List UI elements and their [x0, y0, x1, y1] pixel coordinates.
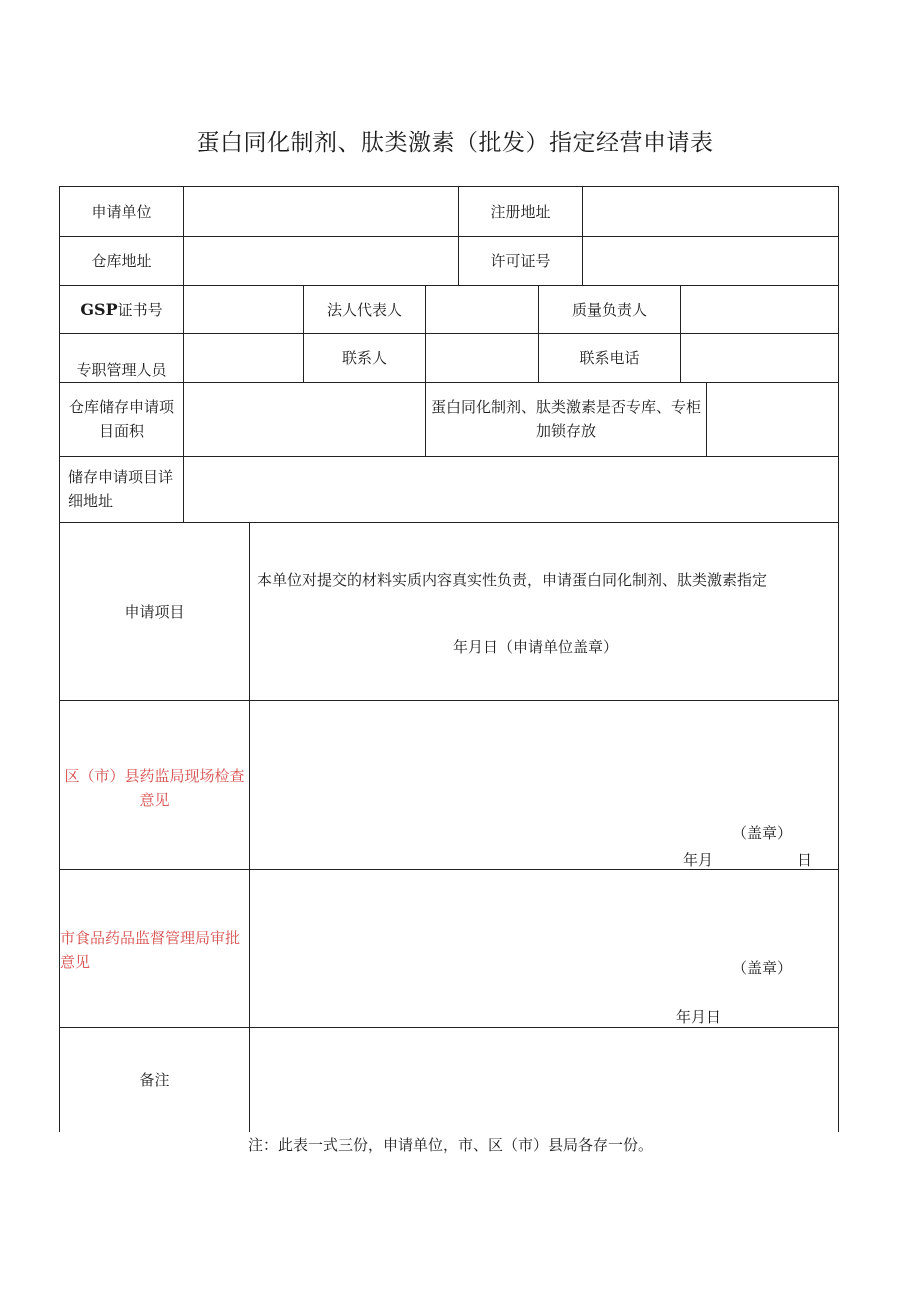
apply-statement: 本单位对提交的材料实质内容真实性负责，申请蛋白同化制剂、肽类激素指定: [257, 571, 768, 589]
storage-area-label: 仓库储存申请项目面积: [68, 398, 174, 440]
applicant-field[interactable]: [184, 187, 458, 236]
applicant-label: 申请单位: [91, 202, 152, 221]
city-approval-label: 市食品药品监督管理局审批意见: [60, 929, 241, 971]
quality-manager-field[interactable]: [681, 286, 838, 333]
apply-item-label: 申请项目: [124, 602, 185, 621]
district-seal: （盖章）: [732, 824, 793, 842]
contact-label: 联系人: [341, 349, 387, 367]
staff-label: 专职管理人员: [76, 361, 167, 379]
row-divider: [59, 869, 839, 870]
reg-address-label: 注册地址: [490, 202, 551, 221]
page-title: 蛋白同化制剂、肽类激素（批发）指定经营申请表: [196, 130, 714, 156]
apply-date: 年月日（申请单位盖章）: [453, 638, 619, 656]
license-field[interactable]: [583, 237, 838, 285]
storage-question-field[interactable]: [707, 383, 838, 456]
phone-label: 联系电话: [579, 349, 640, 367]
city-date: 年月日: [676, 1008, 722, 1026]
warehouse-address-field[interactable]: [184, 237, 458, 285]
storage-question-label: 蛋白同化制剂、肽类激素是否专库、专柜加锁存放: [430, 398, 701, 440]
district-label: 区（市）县药监局现场检查意见: [64, 767, 245, 809]
district-date-month: 年月: [683, 851, 714, 869]
gsp-prefix: GSP: [80, 299, 118, 319]
storage-area-field[interactable]: [184, 383, 425, 456]
table-border-right: [838, 186, 839, 1132]
remarks-field[interactable]: [250, 1028, 838, 1132]
license-label: 许可证号: [490, 252, 551, 270]
contact-field[interactable]: [426, 334, 538, 382]
row-divider: [59, 700, 839, 701]
city-seal: （盖章）: [732, 959, 793, 977]
gsp-certificate-field[interactable]: [184, 286, 303, 333]
gsp-certificate-label: [60, 286, 183, 333]
quality-manager-label: 质量负责人: [571, 300, 647, 319]
district-date-day: 日: [797, 851, 813, 869]
phone-field[interactable]: [681, 334, 838, 382]
storage-detail-field[interactable]: [184, 457, 838, 522]
legal-rep-field[interactable]: [426, 286, 538, 333]
storage-detail-label: 储存申请项目详细地址: [68, 468, 174, 510]
staff-field[interactable]: [184, 334, 303, 382]
warehouse-address-label: 仓库地址: [91, 252, 152, 270]
gsp-suffix: 证书号: [117, 300, 163, 319]
footer-note: 注：此表一式三份，申请单位，市、区（市）县局各存一份。: [248, 1136, 654, 1154]
remarks-label: 备注: [139, 1071, 170, 1089]
legal-rep-label: 法人代表人: [326, 300, 402, 319]
reg-address-field[interactable]: [583, 187, 838, 236]
